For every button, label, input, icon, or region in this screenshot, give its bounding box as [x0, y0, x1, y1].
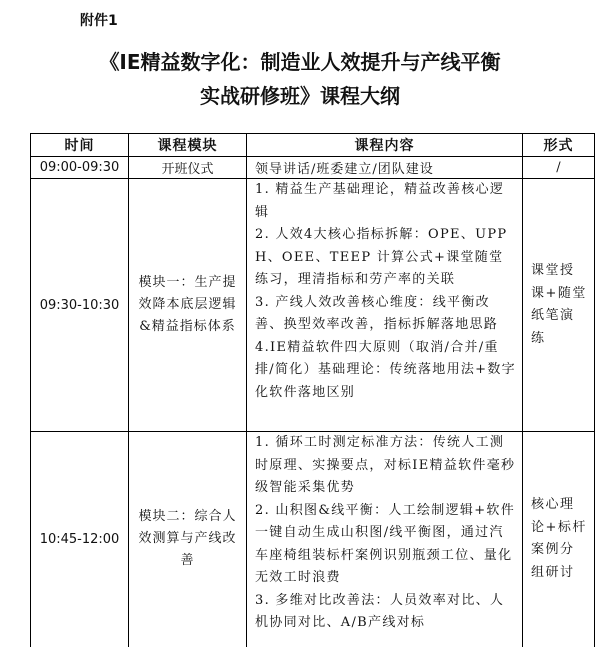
content-item: 4.IE精益软件四大原则（取消/合并/重排/简化）基础理论：传统落地用法+数字化软件落地区别	[255, 339, 516, 400]
content-item: 1. 循环工时测定标准方法：传统人工测时原理、实操要点，对标IE精益软件毫秒级智能采集优势	[255, 435, 516, 495]
header-time: 时间	[31, 134, 129, 157]
table-row-opening	[31, 157, 595, 179]
cell-time: 10:45-12:00	[31, 432, 129, 647]
cell-format: 核心理论+标杆案例分组研讨	[523, 432, 595, 647]
cell-time: 09:30-10:30	[31, 179, 129, 432]
course-outline-table	[30, 133, 595, 647]
cell-module: 模块一：生产提效降本底层逻辑&精益指标体系	[129, 179, 247, 432]
content-item: 3. 多维对比改善法：人员效率对比、人机协同对比、A/B产线对标	[255, 592, 505, 630]
content-item: 3. 产线人效改善核心维度：线平衡改善、换型效率改善，指标拆解落地思路	[255, 294, 499, 332]
document-title-line-1: 《IE精益数字化：制造业人效提升与产线平衡	[99, 50, 501, 74]
header-format: 形式	[523, 134, 595, 157]
cell-content: 领导讲话/班委建立/团队建设	[247, 157, 523, 179]
cell-content	[247, 432, 523, 647]
document-title-line-2: 实战研修班》课程大纲	[200, 84, 400, 108]
content-item: 1. 精益生产基础理论，精益改善核心逻辑	[255, 182, 505, 220]
cell-module: 开班仪式	[129, 157, 247, 179]
table-header-row	[31, 134, 595, 157]
header-content: 课程内容	[247, 134, 523, 157]
cell-module: 模块二：综合人效测算与产线改善	[129, 432, 247, 647]
attachment-label: 附件1	[80, 13, 118, 29]
cell-content	[247, 179, 523, 432]
header-module: 课程模块	[129, 134, 247, 157]
content-item: 2. 人效4大核心指标拆解：OPE、UPPH、OEE、TEEP 计算公式+课堂随堂练习，理清指标和劳产率的关联	[255, 227, 508, 287]
cell-format: 课堂授课+随堂纸笔演练	[523, 179, 595, 432]
cell-time: 09:00-09:30	[31, 157, 129, 179]
table-row-module-2	[31, 432, 595, 647]
cell-format: /	[523, 157, 595, 179]
content-item: 2. 山积图&线平衡：人工绘制逻辑+软件一键自动生成山积图/线平衡图，通过汽车座椅组装标杆案例识别瓶颈工位、量化无效工时浪费	[255, 502, 515, 585]
table-row-module-1	[31, 179, 595, 432]
